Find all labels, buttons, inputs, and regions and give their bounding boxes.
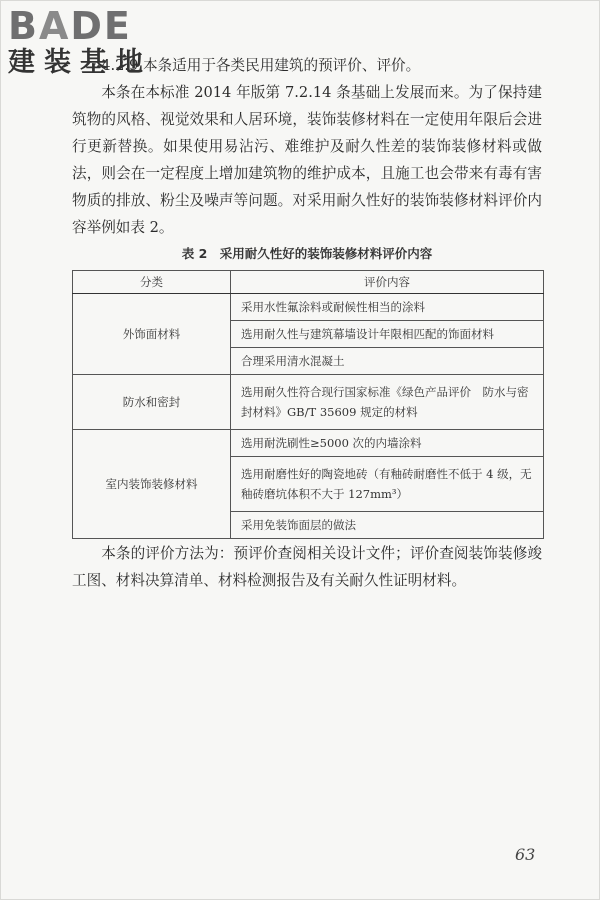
header-content: 评价内容: [231, 271, 544, 294]
table-row: [73, 294, 544, 321]
content-cell: 选用耐磨性好的陶瓷地砖（有釉砖耐磨性不低于 4 级，无釉砖磨坑体积不大于 127mm³）: [231, 457, 544, 512]
table-caption: 表 2 采用耐久性好的装饰装修材料评价内容: [181, 246, 433, 261]
content-cell: 采用水性氟涂料或耐候性相当的涂料: [231, 294, 544, 321]
category-cell: 室内装饰装修材料: [73, 430, 231, 539]
paragraph-clause-4-2-9: 4.2.9 本条适用于各类民用建筑的预评价、评价。: [101, 57, 421, 74]
watermark-logo: [8, 6, 152, 78]
table-row: [73, 375, 544, 430]
paragraph-explanation: 本条在本标准 2014 年版第 7.2.14 条基础上发展而来。为了保持建筑物的风格、视觉效果和人居环境，装饰装修材料在一定使用年限后会进行更新替换。如果使用易沾污、难维护及耐久性差的装饰装修材料或做法，则会在一定程度上增加建筑物的维护成本，且施工也会带来有毒有害物质的排放、粉尘及噪声等问题。对采用耐久性好的装饰装修材料评价内容举例如表 2。: [72, 84, 542, 236]
table-header-row: [73, 271, 544, 294]
content-cell: 采用免装饰面层的做法: [231, 512, 544, 539]
paragraph-evaluation-method: 本条的评价方法为：预评价查阅相关设计文件；评价查阅装饰装修竣工图、材料决算清单、材料检测报告及有关耐久性证明材料。: [72, 545, 542, 589]
content-cell: 选用耐久性符合现行国家标准《绿色产品评价 防水与密封材料》GB/T 35609 规定的材料: [231, 375, 544, 430]
content-cell: 选用耐洗刷性≥5000 次的内墙涂料: [231, 430, 544, 457]
category-cell: 防水和密封: [73, 375, 231, 430]
header-category: 分类: [73, 271, 231, 294]
page-number: 63: [515, 845, 536, 864]
category-cell: 外饰面材料: [73, 294, 231, 375]
watermark-brand: BADE: [8, 4, 132, 48]
content-cell: 选用耐久性与建筑幕墙设计年限相匹配的饰面材料: [231, 321, 544, 348]
table-row: [73, 430, 544, 457]
content-cell: 合理采用清水混凝土: [231, 348, 544, 375]
evaluation-table: [72, 270, 544, 539]
watermark-subtitle: 建装基地: [8, 47, 152, 78]
